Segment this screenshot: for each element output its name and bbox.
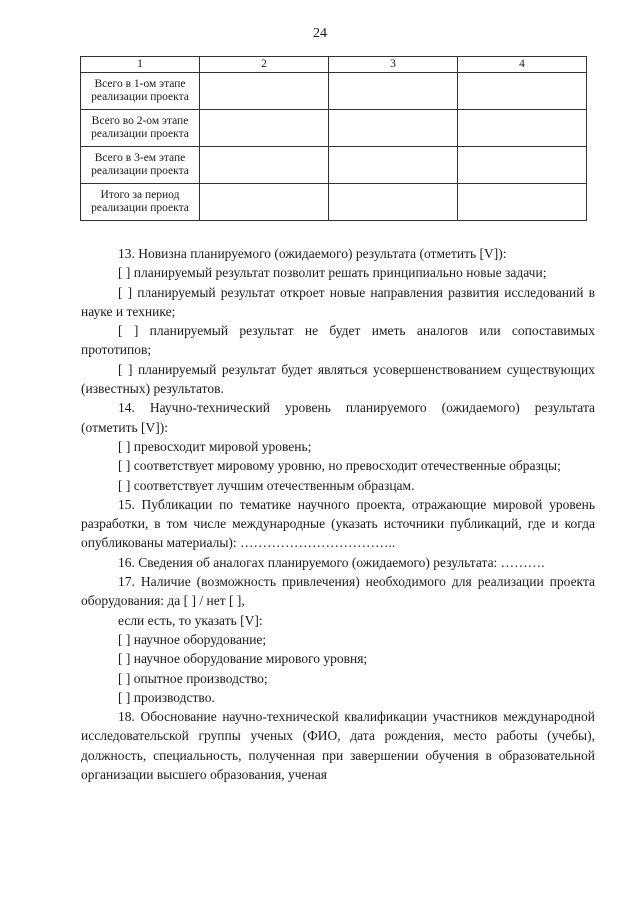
table-cell (200, 110, 329, 147)
table-header-cell: 1 (81, 57, 200, 73)
row-label: Всего в 3-ем этапе реализации проекта (81, 147, 200, 184)
level-option: [ ] соответствует мировому уровню, но превосходит отечественные образцы; (118, 458, 561, 474)
level-option: [ ] превосходит мировой уровень; (118, 438, 312, 454)
table-header-cell: 3 (329, 57, 458, 73)
novelty-option: [ ] планируемый результат будет являться усовершенствованием существующих (известных) результатов. (81, 361, 595, 397)
table-cell (458, 110, 587, 147)
table-cell (458, 73, 587, 110)
novelty-option: [ ] планируемый результат откроет новые направления развития исследований в науке и технике; (81, 284, 595, 319)
page-number: 24 (313, 26, 327, 41)
table-row (81, 184, 587, 221)
table-header-cell: 2 (200, 57, 329, 73)
equipment-option: [ ] научное оборудование; (118, 631, 267, 647)
novelty-option: [ ] планируемый результат позволит решать принципиально новые задачи; (118, 265, 547, 281)
section-16-analogues: 16. Сведения об аналогах планируемого (ожидаемого) результата: ………. (118, 554, 545, 570)
level-option: [ ] соответствует лучшим отечественным образцам. (118, 477, 415, 493)
table-row (81, 147, 587, 184)
row-label: Всего во 2-ом этапе реализации проекта (81, 110, 200, 147)
novelty-option: [ ] планируемый результат не будет иметь аналогов или сопоставимых прототипов; (81, 323, 595, 358)
table-header-row (81, 57, 587, 73)
row-label: Итого за период реализации проекта (81, 184, 200, 221)
section-15-publications: 15. Публикации по тематике научного проекта, отражающие мировой уровень разработки, в том числе международные (указать источники публикаций, где и когда опубликованы материалы): …………………………….. (81, 496, 595, 551)
table-cell (458, 147, 587, 184)
table-cell (200, 73, 329, 110)
section-17-equipment: 17. Наличие (возможность привлечения) необходимого для реализации проекта оборудования: да [ ] / нет [ ], (81, 574, 595, 609)
section-14-title: 14. Научно-технический уровень планируемого (ожидаемого) результата (отметить [V]): (81, 400, 595, 435)
table-cell (329, 73, 458, 110)
table-cell (458, 184, 587, 221)
equipment-if-note: если есть, то указать [V]: (118, 612, 263, 628)
section-18-qualification: 18. Обоснование научно-технической квалификации участников международной исследовательской группы ученых (ФИО, дата рождения, место работы (учебы), должность, специальность, полученная при завершении обучения в образовательной организации высшего образования, ученая (81, 709, 595, 783)
budget-table (80, 56, 587, 221)
equipment-option: [ ] научное оборудование мирового уровня; (118, 651, 368, 667)
table-cell (200, 147, 329, 184)
section-13-title: 13. Новизна планируемого (ожидаемого) результата (отметить [V]): (118, 246, 507, 261)
table-cell (329, 147, 458, 184)
table-cell (200, 184, 329, 221)
equipment-option: [ ] производство. (118, 689, 215, 705)
row-label: Всего в 1-ом этапе реализации проекта (81, 73, 200, 110)
table-cell (329, 110, 458, 147)
table-cell (329, 184, 458, 221)
table-row (81, 110, 587, 147)
table-row (81, 73, 587, 110)
equipment-option: [ ] опытное производство; (118, 670, 268, 686)
document-body (81, 244, 595, 784)
table-header-cell: 4 (458, 57, 587, 73)
